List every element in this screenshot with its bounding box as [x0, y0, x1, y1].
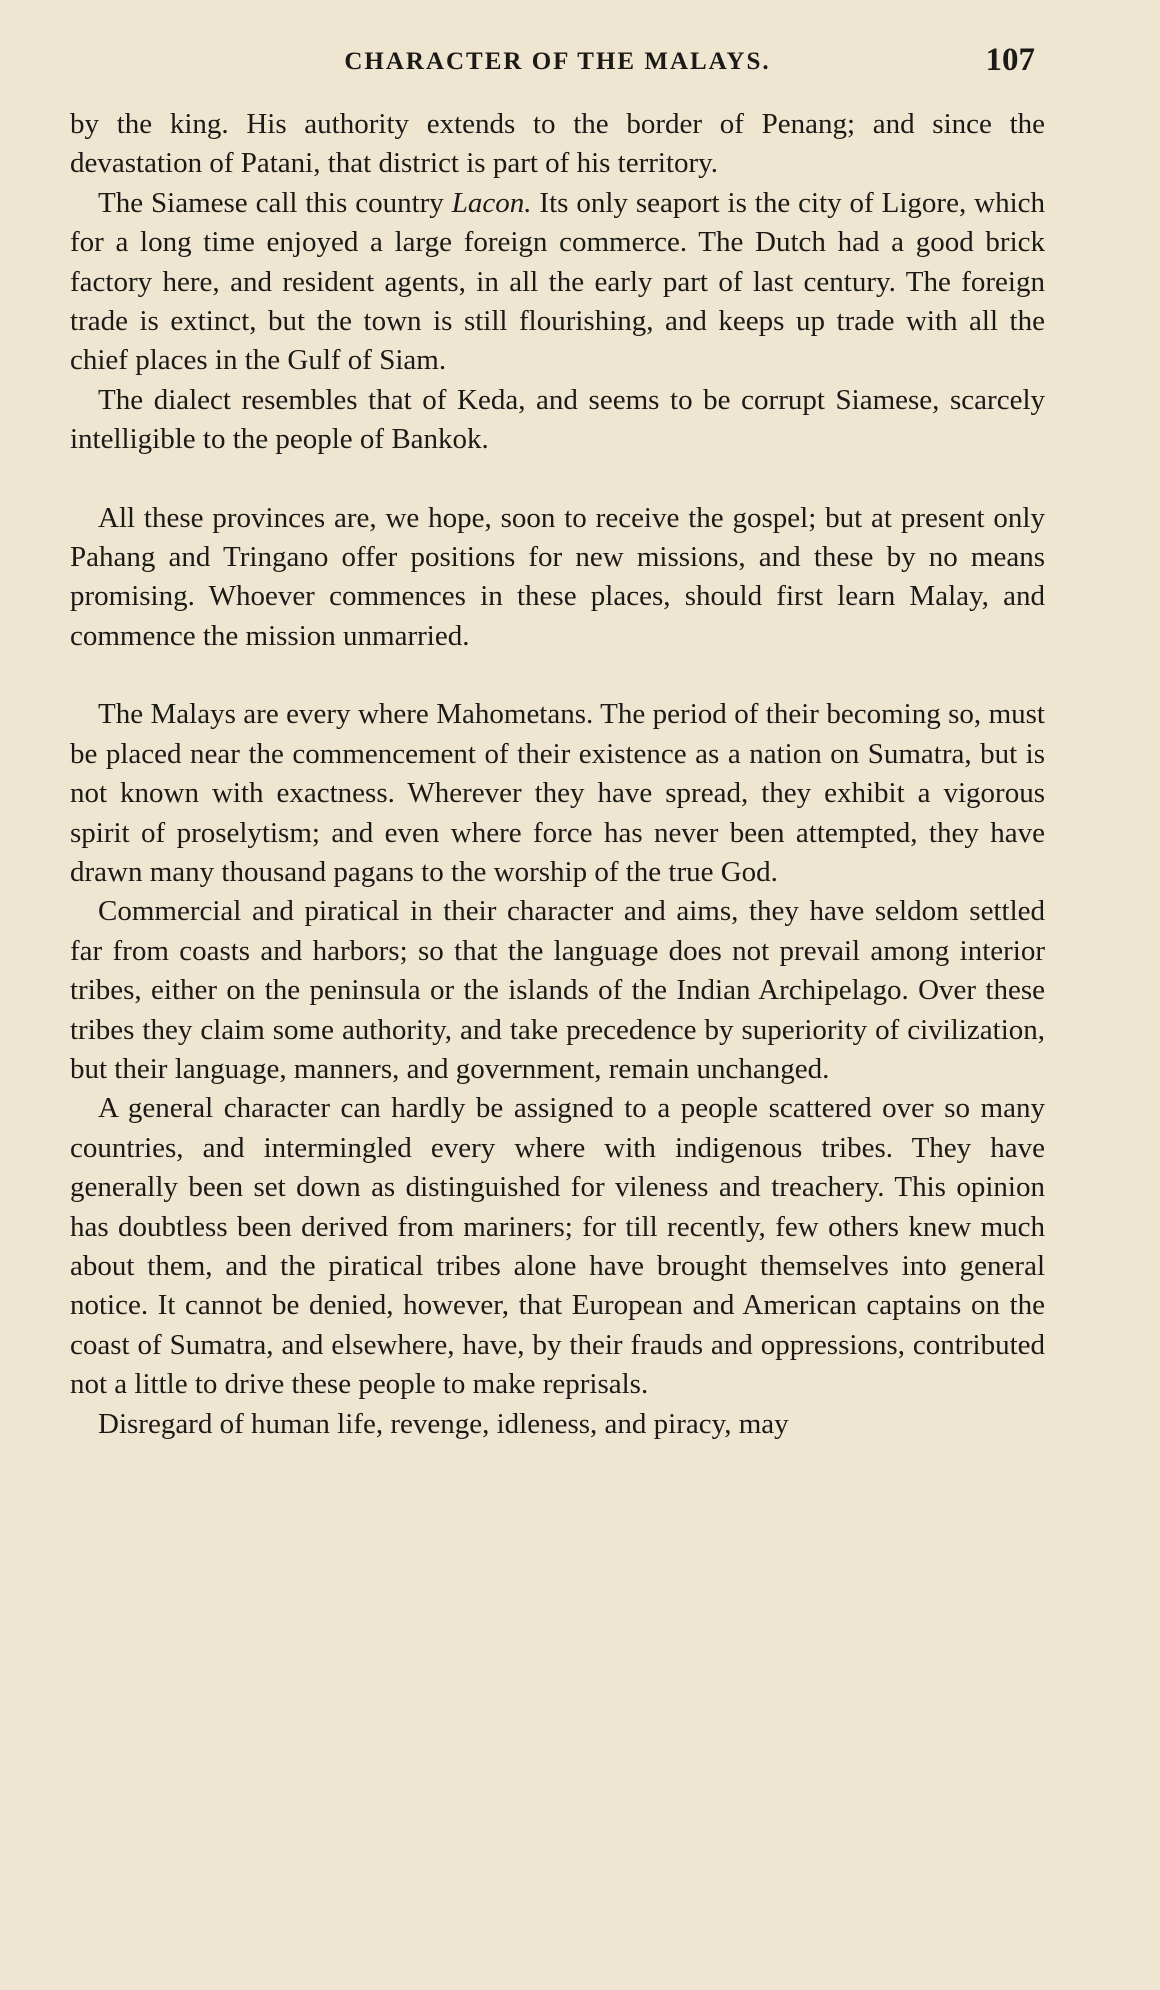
- paragraph-4: All these provinces are, we hope, soon to receive the gospel; but at present only Pahang and Tringano offer positions for new missions, and these by no means promising. Whoever commences in these places, should first learn Malay, and commence the mission unmarried.: [70, 501, 1045, 652]
- paragraph-8: Disregard of human life, revenge, idleness, and piracy, may: [98, 1407, 789, 1440]
- running-head: CHARACTER OF THE MALAYS.: [344, 48, 771, 75]
- page-header: [70, 40, 1045, 90]
- paragraph-5: The Malays are every where Mahometans. The period of their becoming so, must be placed near the commencement of their existence as a nation on Sumatra, but is not known with exactness. Wherever they have spread, they exhibit a vigorous spirit of proselytism; and even where force has never been attempted, they have drawn many thousand pagans to the worship of the true God.: [70, 698, 1045, 888]
- page-number: 107: [985, 42, 1035, 78]
- paragraph-2-end: Its only seaport is the city of Ligore, which for a long time enjoyed a large foreign commerce. The Dutch had a good brick factory here, and resident agents, in all the early part of last century. The foreign trade is extinct, but the town is still flourishing, and keeps up trade with all the chief places in the Gulf of Siam.: [70, 186, 1045, 377]
- paragraph-2-start: The Siamese call this country: [98, 186, 452, 219]
- paragraph-6: Commercial and piratical in their character and aims, they have seldom settled far from coasts and harbors; so that the language does not prevail among interior tribes, either on the peninsula or the islands of the Indian Archipelago. Over these tribes they claim some authority, and take precedence by superiority of civilization, but their language, manners, and government, remain unchanged.: [70, 895, 1045, 1085]
- paragraph-3: The dialect resembles that of Keda, and seems to be corrupt Siamese, scarcely intelligible to the people of Bankok.: [70, 383, 1045, 456]
- body-text: [70, 105, 1045, 1444]
- paragraph-2: [70, 184, 1045, 381]
- emphasis-lacon: Lacon.: [451, 186, 532, 219]
- paragraph-7: A general character can hardly be assigned to a people scattered over so many countries, and intermingled every where with indigenous tribes. They have generally been set down as distinguished for vileness and treachery. This opinion has doubtless been derived from mariners; for till recently, few others knew much about them, and the piratical tribes alone have brought themselves into general notice. It cannot be denied, however, that European and American captains on the coast of Sumatra, and elsewhere, have, by their frauds and oppressions, contributed not a little to drive these people to make reprisals.: [70, 1092, 1045, 1401]
- paragraph-1: by the king. His authority extends to the border of Penang; and since the devastation of Patani, that district is part of his territory.: [70, 108, 1045, 180]
